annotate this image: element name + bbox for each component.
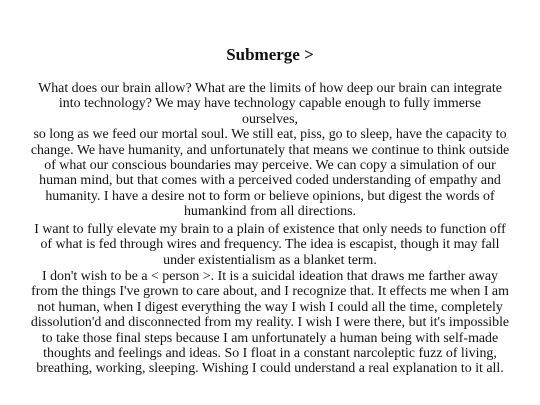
- paragraph-2: I want to fully elevate my brain to a plain of existence that only needs to function off of what is fed through wires and frequency. The idea is escapist, though it may fall under existentialism as a blanket term.: [34, 222, 506, 268]
- paragraph-1: What does our brain allow? What are the limits of how deep our brain can integrate into technology? We may have technology capable enough to fully immerse ourselves, so long as we feed our mortal soul. We still eat, piss, go to sleep, have the capacity to change. We have humanity, and unfortunately that means we continue to think outside of what our conscious boundaries may perceive. We can copy a simulation of our human mind, but that comes with a perceived coded understanding of empathy and humanity. I have a desire not to form or believe opinions, but digest the words of humankind from all directions.: [30, 81, 510, 220]
- document-title: Submerge >: [226, 45, 314, 64]
- paragraph-3: I don't wish to be a < person >. It is a suicidal ideation that draws me farther away from the things I've grown to care about, and I recognize that. It effects me when I am not human, when I digest everything the way I wish I could all the time, completely dissolution'd and disconnected from my reality. I wish I were there, but it's impossible to take those final steps because I am unfortunately a human being with self-made thoughts and feelings and ideas. So I float in a constant narcoleptic fuzz of living, breathing, working, sleeping. Wishing I could understand a real explanation to it all.: [30, 269, 510, 377]
